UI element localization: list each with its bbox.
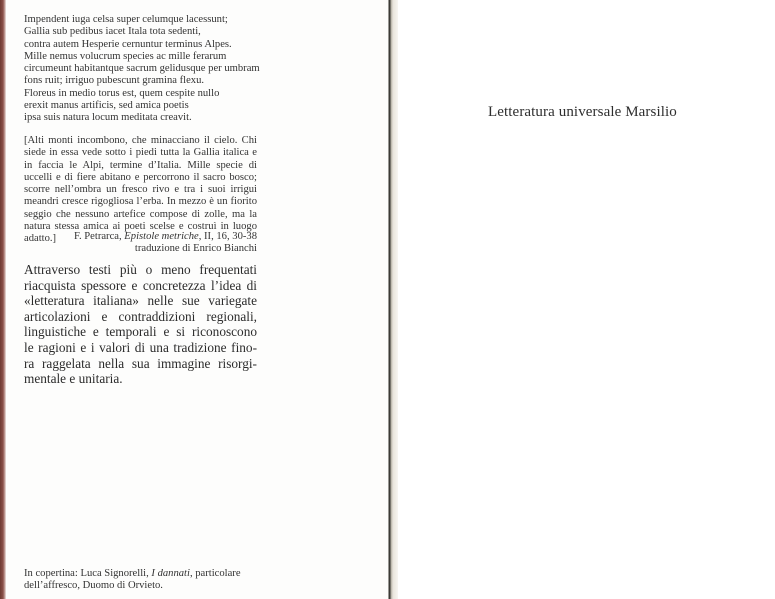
book-blurb [24,262,257,387]
blurb-line: «letteratura italiana» nelle sue variegate [24,293,257,309]
blurb-line: riacquista spessore e concretezza l’idea di [24,277,257,293]
blurb-line: ra raggelata nella sua immagine risorgi- [24,355,257,371]
citation-author: F. Petrarca, [73,231,125,242]
citation-work: Epistole metriche [124,231,199,242]
blurb-line: linguistiche e temporali e si riconoscono [24,324,257,340]
poem-line: erexit manus artificis, sed amica poetis [24,100,189,112]
cover-edge [0,0,6,599]
right-page [398,0,775,599]
citation-reference: , II, 16, 30-38 [198,231,257,242]
poem-line: contra autem Hesperie cernuntur terminus Alpes. [24,38,232,50]
poem-line: ipsa suis natura locum meditata creavit. [24,112,192,124]
book-spine [388,0,398,599]
poem-line: fons ruit; irriguo pubescunt gramina flexu. [24,75,205,87]
blurb-line: articolazioni e contraddizioni regionali, [24,308,257,324]
poem-line: circumeunt habitantque sacrum gelidusque per umbram [24,63,260,75]
blurb-line: Attraverso testi più o meno frequentati [24,262,257,277]
italian-translation: [Alti monti incombono, che minacciano il cielo. Chi siede in essa vede sotto i piedi tutta la Gallia italica e in faccia le Alpi, termine d’Italia. Mille specie di uccelli e di fiere abitano e percorrono il sacro bosco; scorre nell’ombra un fresco rivo e tra i suoi irrigui meandri cresce rigogliosa l’erba. In mezzo è un fiorito seggio che nessuno artefice compose di zolle, ma la natura stessa amica ai poeti scelse e costruì in luogo adatto.] [24,135,257,245]
cover-credit-suffix: , particolare dell’affresco, Duomo di Orvieto. [24,568,241,592]
poem-line: Impendent iuga celsa super celumque lacessunt; [24,14,228,25]
poem-line: Floreus in medio torus est, quem cespite nullo [24,87,220,99]
cover-credit-prefix: In copertina: Luca Signorelli, [24,568,152,579]
cover-credit [24,568,264,593]
poem-line: Mille nemus volucrum species ac mille ferarum [24,50,227,62]
blurb-line: mentale e unitaria. [24,371,123,387]
blurb-line: le ragioni e i valori di una tradizione fino- [24,339,257,355]
latin-poem [24,14,274,125]
cover-artwork-title: I dannati [151,568,190,579]
citation-translator: traduzione di Enrico Bianchi [134,243,257,255]
series-title: Letteratura universale Marsilio [488,104,677,120]
citation [24,231,257,256]
poem-line: Gallia sub pedibus iacet Itala tota sedenti, [24,26,201,38]
